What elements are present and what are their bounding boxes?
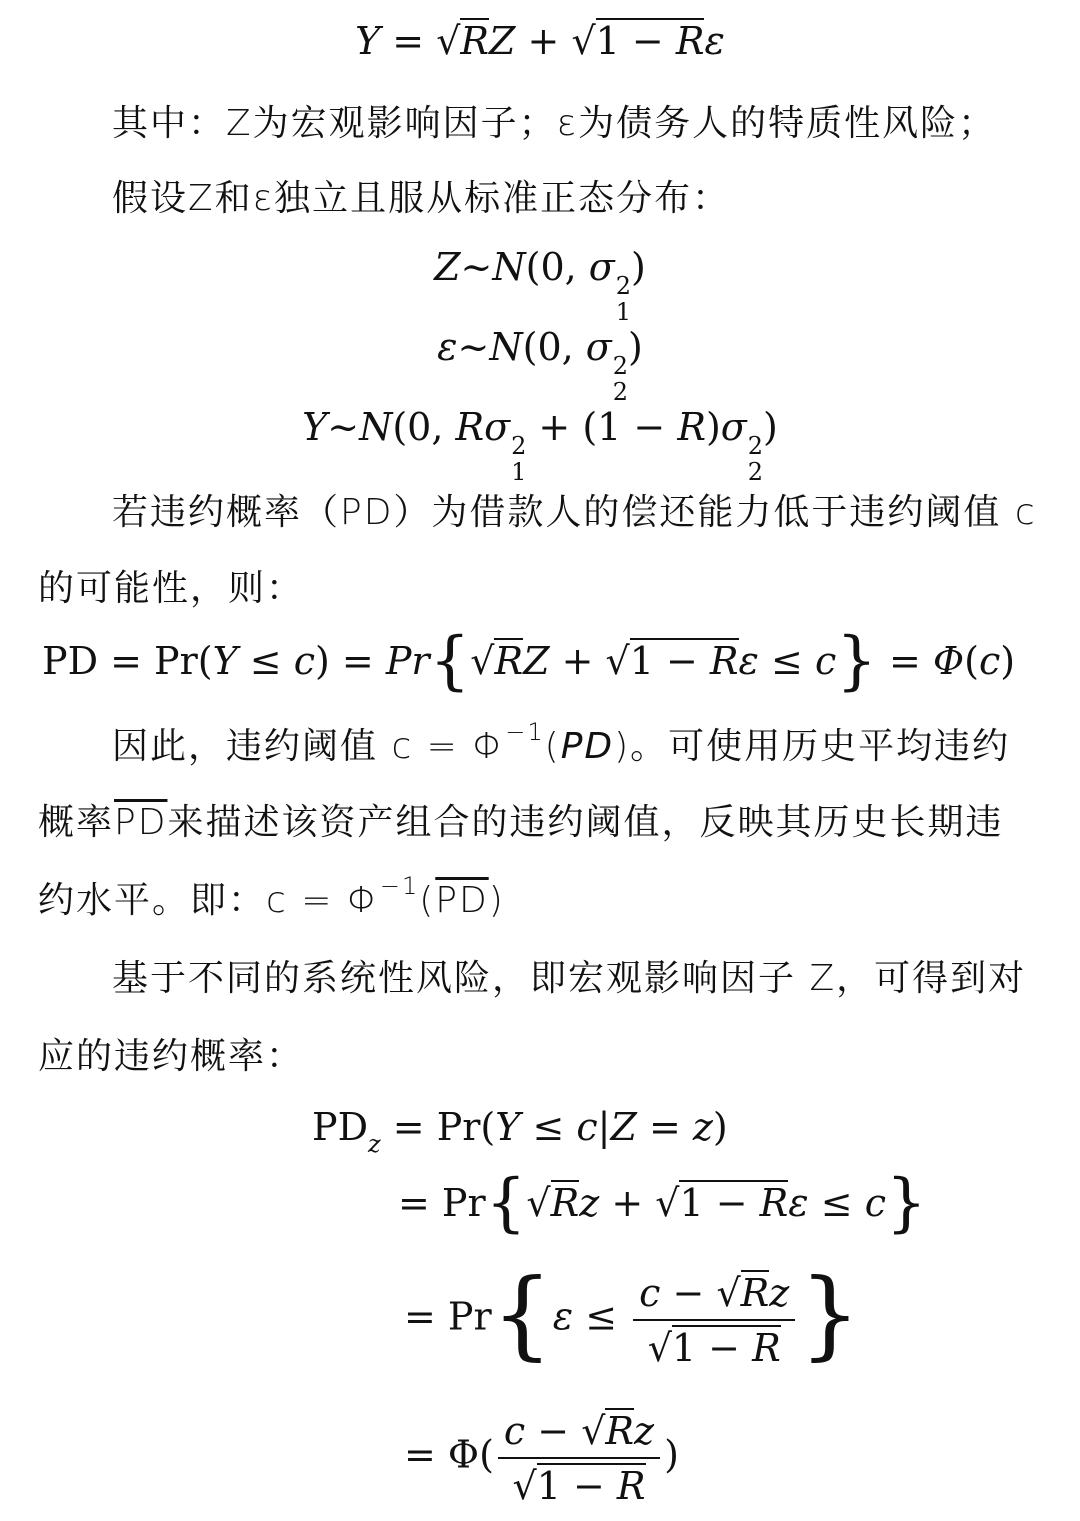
equation-pd: PD = Pr(Y ≤ c) = Pr{√RZ + √1 − Rε ≤ c} = Φ(c) bbox=[42, 624, 1016, 698]
equation-pdz-step2: = Pr{√Rz + √1 − Rε ≤ c} bbox=[398, 1166, 927, 1240]
equation-eps-distribution: ε~N(0, σ 2 2 ) bbox=[437, 325, 643, 406]
paragraph-systematic-line2: 应的违约概率： bbox=[38, 1036, 305, 1077]
paragraph-factor-definitions: 其中：Z为宏观影响因子；ε为债务人的特质性风险； bbox=[112, 103, 997, 144]
equation-z-distribution: Z~N(0, σ 2 1 ) bbox=[434, 245, 646, 326]
equation-pdz-step3: = Pr{ε ≤ $\frac{c - √Rz}{√1 - R}$ } bbox=[404, 1258, 861, 1371]
equation-y-definition: Y = √RZ + √1 − Rε bbox=[355, 19, 725, 63]
equation-pdz-step1: $PD_z = Pr(Y \le c|Z = z)$ bbox=[312, 1105, 728, 1158]
paragraph-assumption: 假设Z和ε独立且服从标准正态分布： bbox=[112, 178, 731, 219]
paragraph-threshold-line3: 约水平。即：$c = \Phi^{-1}(\overline{PD})$ bbox=[38, 872, 505, 921]
equation-y-distribution: Y~N(0, Rσ 2 1 + (1 − R)σ 2 2 ) bbox=[302, 405, 778, 486]
paragraph-threshold-line2: 概率$\overline{PD}$来描述该资产组合的违约阈值，反映其历史长期违 bbox=[38, 802, 1004, 843]
paragraph-pd-definition-line1: 若违约概率（PD）为借款人的偿还能力低于违约阈值 c bbox=[112, 492, 1037, 533]
paragraph-pd-definition-line2: 的可能性，则： bbox=[38, 568, 305, 609]
equation-pdz-step4: = Φ( $\frac{c - √Rz}{√1 - R}$ ) bbox=[404, 1409, 679, 1508]
paragraph-systematic-line1: 基于不同的系统性风险，即宏观影响因子 Z，可得到对 bbox=[112, 958, 1027, 999]
paragraph-threshold-line1: 因此，违约阈值 $c = \Phi^{-1}(PD)$。可使用历史平均违约 bbox=[112, 718, 1011, 767]
